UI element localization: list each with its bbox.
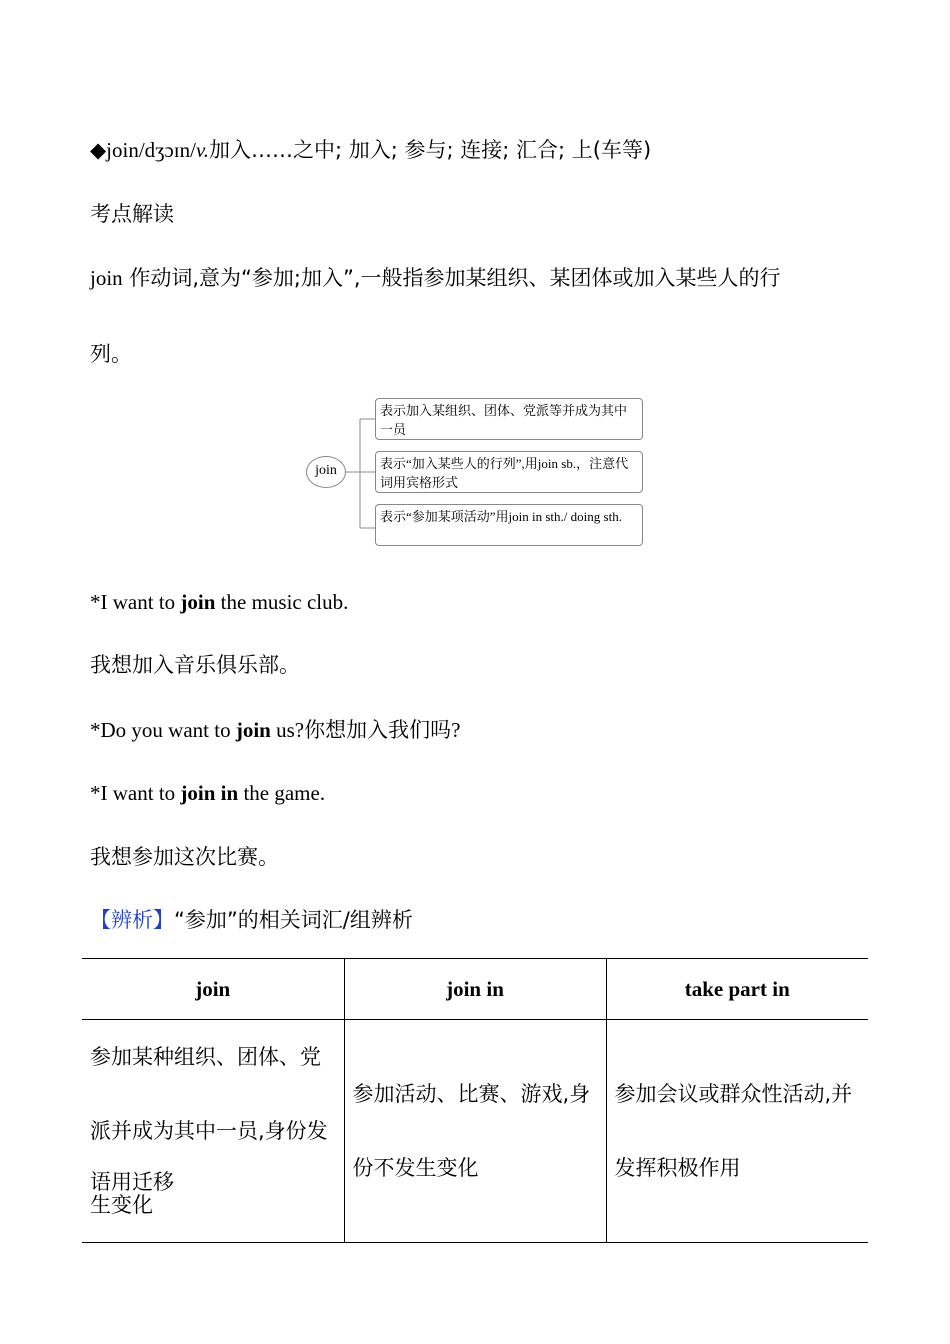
table-header: join in — [344, 959, 606, 1020]
example-1-post: the music club. — [215, 590, 349, 614]
example-3-post: the game. — [238, 781, 326, 805]
mind-map-diagram — [300, 392, 650, 554]
mind-map-root: join — [306, 456, 346, 488]
example-3 — [90, 779, 325, 807]
example-2-pre: *Do you want to — [90, 718, 236, 742]
vocab-pos: v. — [195, 138, 209, 162]
table-cell: 参加会议或群众性活动,并发挥积极作用 — [606, 1020, 868, 1243]
example-2 — [90, 716, 460, 744]
table-header: take part in — [606, 959, 868, 1020]
table-header-row — [82, 959, 868, 1020]
analysis-heading — [90, 906, 413, 934]
table-cell: 参加某种组织、团体、党派并成为其中一员,身份发生变化 — [82, 1020, 344, 1243]
example-3-keyword: join in — [180, 781, 239, 805]
vocab-word: join/dʒɔɪn/ — [106, 138, 196, 162]
vocab-line — [90, 136, 651, 164]
comparison-table — [82, 958, 868, 1243]
mind-map-branch-1: 表示加入某组织、团体、党派等并成为其中一员 — [375, 398, 643, 440]
example-1-keyword: join — [180, 590, 216, 614]
example-2-post: us?你想加入我们吗? — [270, 718, 461, 742]
explanation-line-2: 列。 — [90, 342, 132, 366]
diamond-bullet-icon: ◆ — [90, 138, 107, 162]
example-1-pre: *I want to — [90, 590, 181, 614]
example-1-translation: 我想加入音乐俱乐部。 — [90, 653, 300, 677]
example-2-keyword: join — [235, 718, 271, 742]
analysis-tag: 【辨析】 — [90, 908, 174, 932]
vocab-meaning: 加入……之中; 加入; 参与; 连接; 汇合; 上(车等) — [209, 138, 652, 162]
analysis-title: “参加”的相关词汇/组辨析 — [174, 908, 413, 932]
table-row — [82, 1020, 868, 1243]
example-3-translation: 我想参加这次比赛。 — [90, 845, 279, 869]
mind-map-branch-2: 表示“加入某些人的行列”,用join sb.，注意代词用宾格形式 — [375, 451, 643, 493]
table-cell: 参加活动、比赛、游戏,身份不发生变化 — [344, 1020, 606, 1243]
mind-map-branch-3: 表示“参加某项活动”用join in sth./ doing sth. — [375, 504, 643, 546]
footer-section-title: 语用迁移 — [90, 1170, 174, 1194]
explanation-word: join — [90, 266, 123, 290]
example-1 — [90, 588, 348, 616]
explanation-line-1 — [90, 264, 781, 292]
table-header: join — [82, 959, 344, 1020]
section-title: 考点解读 — [90, 202, 174, 226]
example-3-pre: *I want to — [90, 781, 181, 805]
explanation-text: 作动词,意为“参加;加入”,一般指参加某组织、某团体或加入某些人的行 — [122, 266, 781, 290]
